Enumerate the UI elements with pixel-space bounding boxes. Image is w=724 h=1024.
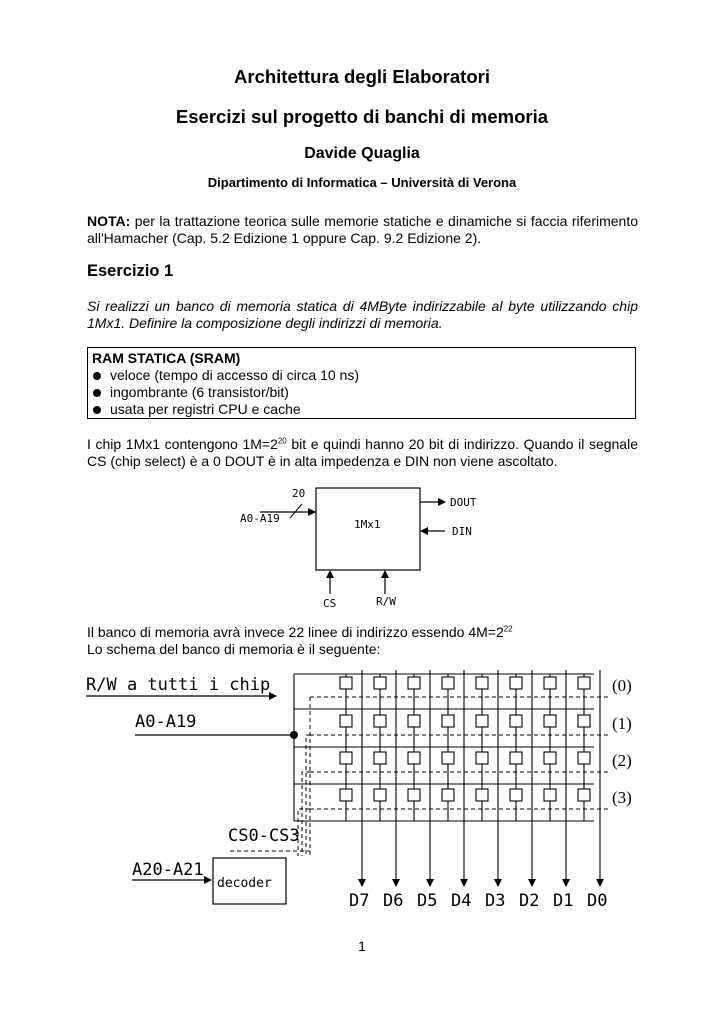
row-label: (1) [612,714,632,733]
chip-square [340,715,352,727]
data-line-label: D1 [553,891,574,911]
chip-square [544,677,556,689]
bullet-icon [93,389,101,397]
chip-square [374,752,386,764]
row-label: (3) [612,788,632,807]
bus-slash [290,504,302,518]
address-low-label: A0-A19 [135,712,197,732]
page-number: 1 [358,938,366,954]
chip-square [510,677,522,689]
chip-square [408,752,420,764]
address-high-label: A20-A21 [132,860,204,880]
chip-square [340,752,352,764]
document-subtitle: Esercizi sul progetto di banchi di memoria [175,106,549,127]
chip-square [408,715,420,727]
chip-square [476,715,488,727]
note-text: per la trattazione teorica sulle memorie statiche e dinamiche si faccia riferimento all'Hamacher (Cap. 5.2 Edizione 1 oppure Cap. 9.2 Edizione 2). [87,213,638,246]
memory-bank-diagram [80,666,640,916]
chip-label: 1Mx1 [354,518,381,531]
chip-square [374,715,386,727]
data-line-label: D3 [485,891,506,911]
chip-square [476,677,488,689]
chip-square [408,789,420,801]
chip-square [578,789,590,801]
chip-description-paragraph: I chip 1Mx1 contengono $1M=2^{20}$ bit e quindi hanno 20 bit di indirizzo. Quando il segnale CS (chip select) è a 0 DOUT è in alta impedenza e DIN non viene ascoltato. [87,436,638,469]
chip-square [374,789,386,801]
chip-square [510,752,522,764]
chip-square [442,715,454,727]
chip-square [578,677,590,689]
chip-square [476,752,488,764]
cs-dashed-line [298,809,310,856]
chip-square [340,789,352,801]
chip-square [442,789,454,801]
chip-square [578,715,590,727]
note-paragraph [87,213,638,247]
data-line-label: D5 [417,891,438,911]
sram-item: usata per registri CPU e cache [92,401,635,418]
chip-diagram [230,482,490,612]
exercise-statement: Si realizzi un banco di memoria statica di 4MByte indirizzabile al byte utilizzando chip 1Mx1. Definire la composizione degli indirizzi di memoria. [87,298,638,331]
cs-dashed-line [306,735,310,856]
rw-label: R/W [376,595,396,608]
cs-lines-label: CS0-CS3 [228,826,300,846]
data-line-label: D4 [451,891,472,911]
bullet-icon [93,372,101,380]
data-line-label: D6 [383,891,404,911]
author-name: Davide Quaglia [304,145,420,162]
sram-item: ingombrante (6 transistor/bit) [92,384,635,401]
chip-square [476,789,488,801]
exercise-heading: Esercizio 1 [87,262,174,280]
document-title: Architettura degli Elaboratori [234,66,490,87]
row-label: (0) [612,676,632,695]
bullet-icon [93,406,101,414]
sram-item: veloce (tempo di accesso di circa 10 ns) [92,367,635,384]
bank-description-paragraph: Il banco di memoria avrà invece 22 linee di indirizzo essendo $4M=2^{22}$ Lo schema del banco di memoria è il seguente: [87,624,513,657]
chip-square [408,677,420,689]
chip-square [578,752,590,764]
chip-square [374,677,386,689]
chip-square [340,677,352,689]
decoder-label: decoder [217,876,272,891]
chip-square [544,752,556,764]
data-line-label: D0 [587,891,608,911]
note-label: NOTA: [87,213,131,229]
address-label: A0-A19 [240,512,280,525]
chip-square [442,752,454,764]
row-label: (2) [612,751,632,770]
chip-square [510,789,522,801]
din-label: DIN [452,525,472,538]
chip-square [544,715,556,727]
chip-grid [230,670,632,911]
rw-all-chips-label: R/W a tutti i chip [86,675,271,695]
data-line-label: D7 [349,891,370,911]
sram-info-box [87,347,636,419]
sram-box-title: RAM STATICA (SRAM) [92,350,241,366]
data-line-label: D2 [519,891,540,911]
cs-label: CS [323,597,337,610]
chip-square [442,677,454,689]
chip-square [510,715,522,727]
dout-label: DOUT [450,496,477,509]
chip-square [544,789,556,801]
department: Dipartimento di Informatica – Università di Verona [207,175,517,190]
bus-width-label: 20 [292,487,306,500]
